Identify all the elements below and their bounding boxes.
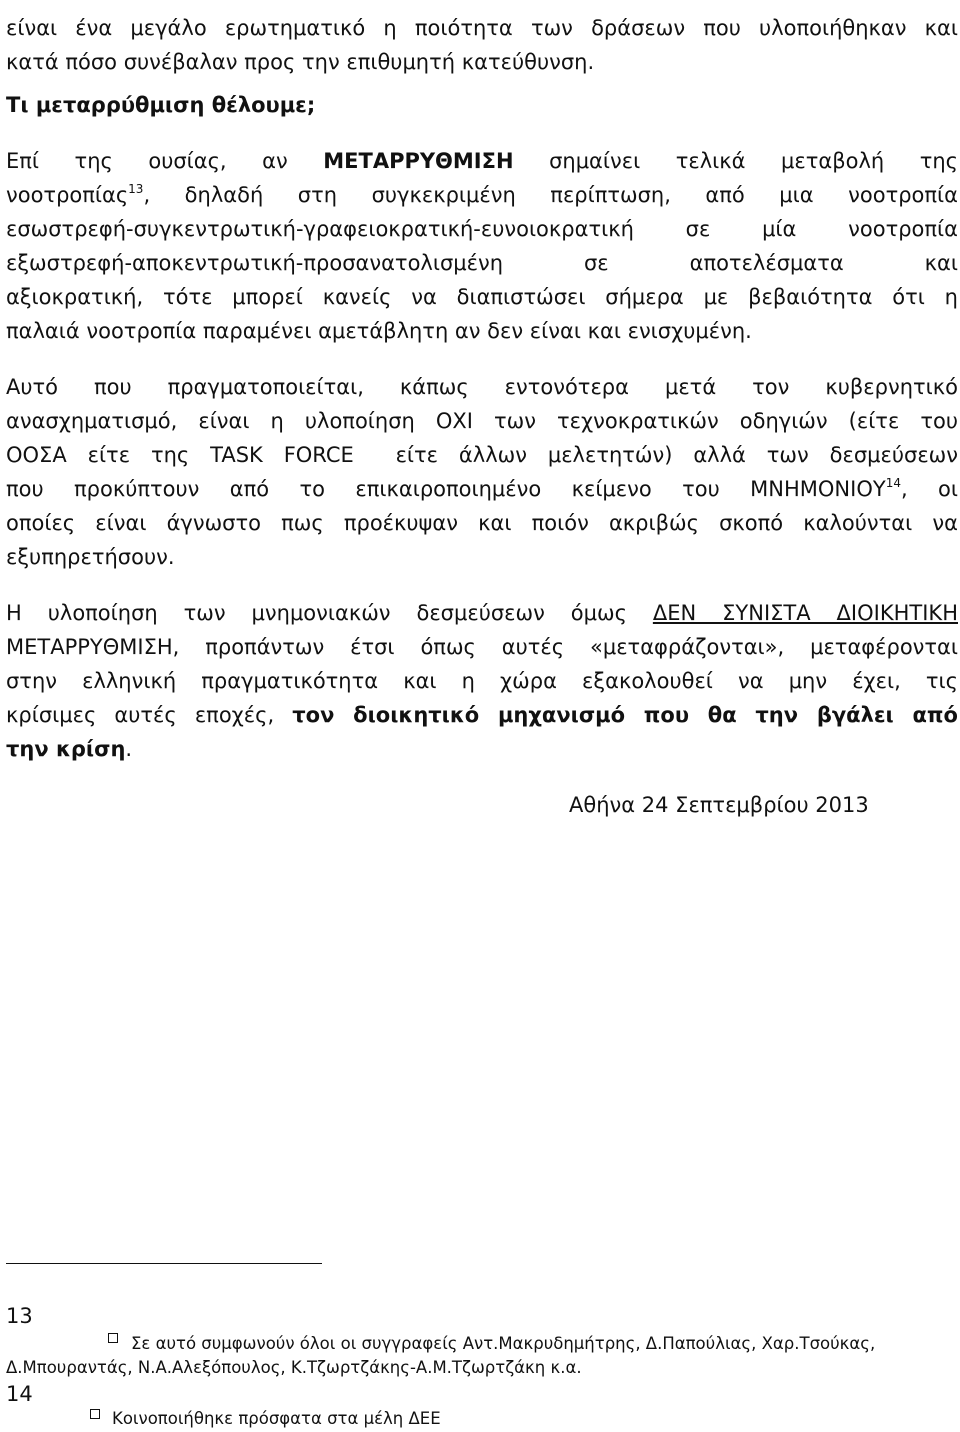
- p1-line-2: νοοτροπίας$^{13}$, δηλαδή στη συγκεκριμένη περίπτωση, από μια νοοτροπία: [6, 182, 958, 207]
- p2-line-1: Αυτό που πραγματοποιείται, κάπως εντονότερα μετά τον κυβερνητικό: [6, 375, 958, 399]
- date-signature: Αθήνα 24 Σεπτεμβρίου 2013: [569, 793, 869, 817]
- footnote-14-box-icon: [90, 1409, 100, 1419]
- p1-line-1: Επί της ουσίας, αν ΜΕΤΑΡΡΥΘΜΙΣΗ σημαίνει τελικά μεταβολή της: [6, 149, 958, 173]
- den-synista-underlined: ΔΕΝ ΣΥΝΙΣΤΑ ΔΙΟΙΚΗΤΙΚΗ: [652, 601, 958, 625]
- intro-line-1: είναι ένα μεγάλο ερωτηματικό η ποιότητα των δράσεων που υλοποιήθηκαν και: [6, 16, 958, 40]
- intro-line-2: κατά πόσο συνέβαλαν προς την επιθυμητή κατεύθυνση.: [6, 50, 595, 74]
- paragraph-memorandum: [6, 596, 958, 766]
- intro-paragraph: [6, 11, 958, 79]
- metarrythmisi-bold: ΜΕΤΑΡΡΥΘΜΙΣΗ: [323, 149, 514, 173]
- section-heading: [6, 88, 958, 122]
- p3-line-1: Η υλοποίηση των μνημονιακών δεσμεύσεων όμως ΔΕΝ ΣΥΝΙΣΤΑ ΔΙΟΙΚΗΤΙΚΗ: [6, 601, 958, 625]
- footnote-13-number: 13: [6, 1304, 33, 1328]
- p2-line-6: εξυπηρετήσουν.: [6, 545, 175, 569]
- p2-line-5: οποίες είναι άγνωστο πως προέκυψαν και ποιόν ακριβώς σκοπό καλούνται να: [6, 511, 958, 535]
- footnote-14-number: 14: [6, 1382, 33, 1406]
- paragraph-reform-definition: [6, 144, 958, 348]
- bold-crisis-phrase: την κρίση: [6, 737, 126, 761]
- footnote-ref-13[interactable]: 13: [128, 182, 144, 196]
- p3-line-2: ΜΕΤΑΡΡΥΘΜΙΣΗ, προπάντων έτσι όπως αυτές «μεταφράζονται», μεταφέρονται: [6, 635, 958, 659]
- footnote-14-line-1: Κοινοποιήθηκε πρόσφατα στα μέλη ΔΕΕ: [112, 1409, 441, 1428]
- p1-line-4: εξωστρεφή-αποκεντρωτική-προσανατολισμένη σε αποτελέσματα και: [6, 251, 958, 275]
- p2-line-3: ΟΟΣΑ είτε της TASK FORCE είτε άλλων μελετητών) αλλά των δεσμεύσεων: [6, 443, 958, 467]
- p3-line-5: την κρίση.: [6, 737, 133, 761]
- footnote-13-line-1: Σε αυτό συμφωνούν όλοι οι συγγραφείς Αντ.Μακρυδημήτρης, Δ.Παπούλιας, Χαρ.Τσούκας,: [131, 1334, 876, 1353]
- bold-mechanism-phrase: τον διοικητικό μηχανισμό που θα την βγάλει από: [292, 703, 958, 727]
- footnote-13-line-2: Δ.Μπουραντάς, Ν.Α.Αλεξόπουλος, Κ.Τζωρτζάκης-Α.Μ.Τζωρτζάκη κ.α.: [6, 1358, 582, 1377]
- p1-line-5: αξιοκρατική, τότε μπορεί κανείς να διαπιστώσει σήμερα με βεβαιότητα ότι η: [6, 285, 958, 309]
- p2-line-2: ανασχηματισμό, είναι η υλοποίηση ΟΧΙ των τεχνοκρατικών οδηγιών (είτε του: [6, 409, 958, 433]
- p2-line-4: που προκύπτουν από το επικαιροποιημένο κείμενο του ΜΝΗΜΟΝΙΟΥ$^{14}$, οι: [6, 476, 958, 501]
- p3-line-3: στην ελληνική πραγματικότητα και η χώρα εξακολουθεί να μην έχει, τις: [6, 669, 958, 693]
- p1-line-6: παλαιά νοοτροπία παραμένει αμετάβλητη αν δεν είναι και ενισχυμένη.: [6, 319, 752, 343]
- footnote-13-box-icon: [108, 1333, 118, 1343]
- p1-line-3: εσωστρεφή-συγκεντρωτική-γραφειοκρατική-ευνοιοκρατική σε μία νοοτροπία: [6, 217, 958, 241]
- heading-text: Τι μεταρρύθμιση θέλουμε;: [6, 93, 316, 117]
- footnote-ref-14[interactable]: 14: [885, 476, 901, 490]
- footnote-separator: [6, 1263, 322, 1264]
- p3-line-4: κρίσιμες αυτές εποχές, τον διοικητικό μηχανισμό που θα την βγάλει από: [6, 703, 958, 727]
- paragraph-implementation: [6, 370, 958, 574]
